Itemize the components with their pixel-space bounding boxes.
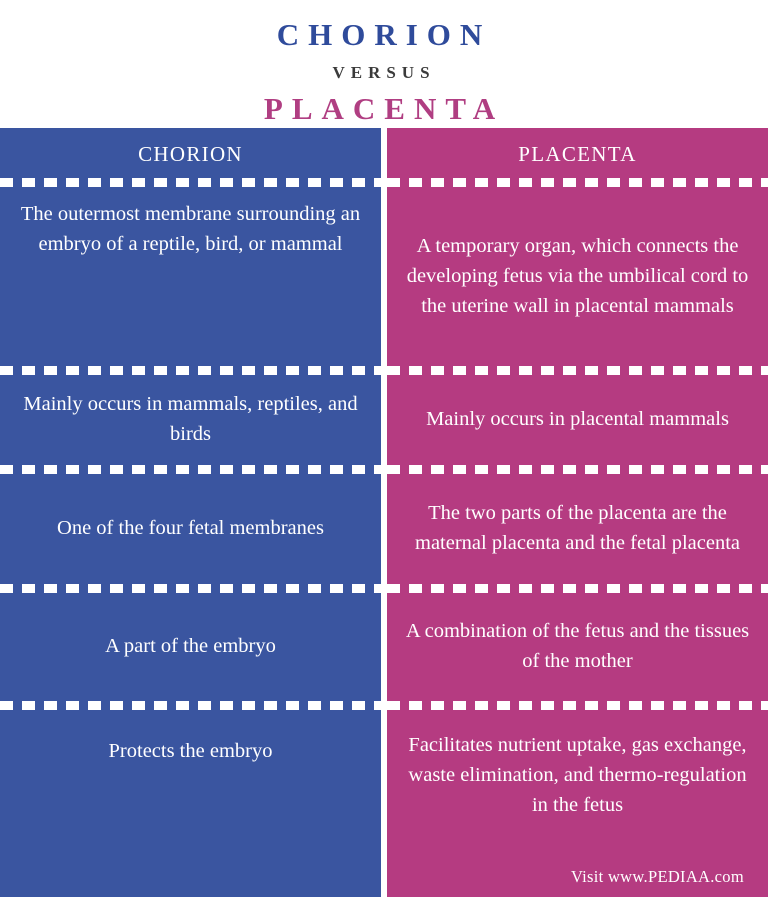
row-divider [387, 465, 768, 474]
cell-text: A combination of the fetus and the tissues of the mother [405, 620, 750, 672]
table-cell [387, 710, 768, 849]
column-placenta [387, 128, 768, 897]
table-cell [387, 375, 768, 465]
table-cell [0, 187, 381, 366]
row-divider [387, 584, 768, 593]
table-cell [0, 593, 381, 701]
cell-text: One of the four fetal membranes [57, 517, 324, 539]
row-divider [387, 701, 768, 710]
row-divider [0, 366, 381, 375]
table-cell [387, 474, 768, 584]
row-divider [0, 178, 381, 187]
cell-text: The two parts of the placenta are the maternal placenta and the fetal placenta [415, 502, 740, 554]
row-divider [0, 465, 381, 474]
row-divider [387, 178, 768, 187]
cell-text: Protects the embryo [108, 740, 273, 762]
page-subtitle: PLACENTA [263, 91, 505, 126]
column-chorion [0, 128, 381, 897]
column-header-placenta: PLACENTA [518, 142, 637, 166]
table-cell [0, 474, 381, 584]
column-header-chorion: CHORION [138, 142, 243, 166]
cell-text: A temporary organ, which connects the developing fetus via the umbilical cord to the uterine wall in placental mammals [406, 234, 749, 317]
versus-label: VERSUS [332, 63, 436, 82]
cell-text: The outermost membrane surrounding an embryo of a reptile, bird, or mammal [20, 203, 361, 255]
spacer [387, 849, 768, 868]
table-cell [0, 375, 381, 465]
table-cell [0, 710, 381, 897]
table-cell [387, 187, 768, 366]
row-divider [0, 701, 381, 710]
row-divider [0, 584, 381, 593]
source-credit: Visit www.PEDIAA.com [570, 867, 744, 886]
table-cell [387, 593, 768, 701]
page-title: CHORION [276, 17, 492, 52]
comparison-table [0, 128, 768, 897]
cell-text: Facilitates nutrient uptake, gas exchange, waste elimination, and thermo-regulation in the fetus [408, 734, 747, 816]
cell-text: A part of the embryo [105, 635, 276, 657]
row-divider [387, 366, 768, 375]
header [0, 0, 768, 128]
cell-text: Mainly occurs in placental mammals [426, 408, 729, 430]
cell-text: Mainly occurs in mammals, reptiles, and birds [23, 393, 358, 445]
